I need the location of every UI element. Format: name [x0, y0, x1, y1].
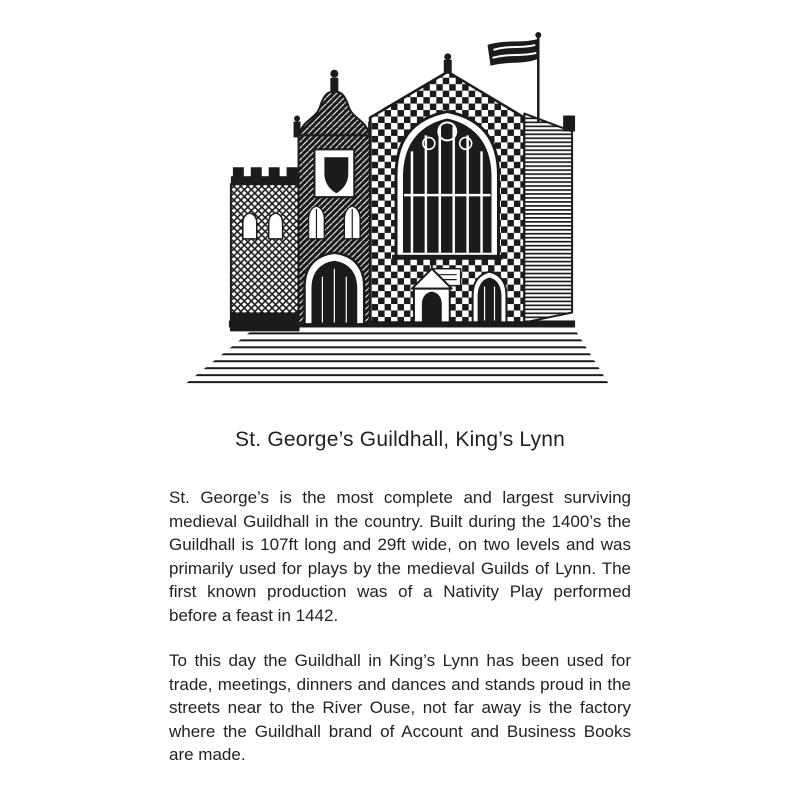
- guildhall-engraving-illustration: [170, 26, 630, 404]
- left-building: [231, 167, 299, 330]
- gothic-window: [392, 112, 502, 260]
- page-title: St. George’s Guildhall, King’s Lynn: [235, 428, 565, 451]
- body-paragraph-1: St. George’s is the most complete and largest surviving medieval Guildhall in the country. Built during the 1400’s the Guildhall is 107ft long and 29ft wide, on two levels and was primarily used for plays by the medieval Guilds of Lynn. The first known production was of a Nativity Play performed before a feast in 1442.: [169, 488, 631, 625]
- side-wall: [524, 114, 575, 323]
- body-text: [169, 486, 631, 767]
- guildhall-engraving: [170, 26, 630, 404]
- street-ground: [185, 326, 609, 384]
- body-paragraph-2: To this day the Guildhall in King’s Lynn has been used for trade, meetings, dinners and dances and stands proud in the streets near to the River Ouse, not far away is the factory where the Guildhall brand of Account and Business Books are made.: [169, 651, 631, 764]
- entrance-tower: [294, 70, 376, 325]
- side-door: [473, 272, 507, 323]
